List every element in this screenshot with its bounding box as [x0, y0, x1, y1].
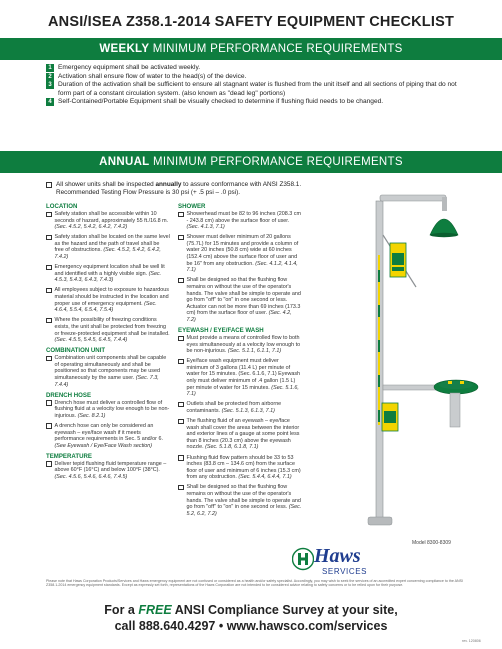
checkbox[interactable]: [46, 423, 52, 429]
checkbox[interactable]: [46, 265, 52, 271]
weekly-text: Duration of the activation shall be sufficient to ensure all stagnant water is flushed from the unit itself and all sections of piping that do not form part of a constant circulation system. (also known as "dead leg" portions): [58, 81, 457, 97]
checkbox[interactable]: [178, 402, 184, 408]
checklist-item-reference: (Sec. 4.6.4, 5.5.4, 6.5.4, 7.5.4): [54, 300, 157, 314]
checkbox[interactable]: [178, 485, 184, 491]
checklist-item-text: [187, 211, 303, 231]
checklist-item-body: Shower must deliver minimum of 20 gallons (75.7L) for 15 minutes and provide a column of water 20 inches (50.8 cm) wide at 60 inches (152.4 cm) above the surface floor of user and be 16" from any obstruction.: [186, 234, 299, 267]
weekly-text: Self-Contained/Portable Equipment shall be visually checked to determine if flushing fluid needs to be changed.: [58, 98, 384, 106]
checklist-item-text: [55, 234, 171, 260]
checkbox[interactable]: [178, 455, 184, 461]
checklist-item-reference: (Sec. 5.1.8, 6.1.8, 7.1): [205, 444, 259, 451]
checklist-item-reference: (Sec. 4.5.3, 5.4.3, 6.4.3, 7.4.3): [54, 270, 162, 284]
weekly-item: [46, 64, 466, 72]
checklist-item-body: The flushing fluid of an eyewash – eye/face wash shall cover the areas between the interior and exterior lines of a gauge at some point less than 8 inches (20.3 cm) above the eyewash nozzle.: [186, 418, 300, 451]
checklist-item-reference: (Sec. 4.5.6, 5.4.6, 6.4.6, 7.4.5): [54, 474, 128, 480]
checklist-item-body: Outlets shall be protected from airborne contaminants.: [186, 401, 282, 414]
checklist-item: [178, 418, 302, 451]
safety-station-icon: [298, 175, 488, 545]
weekly-text: Activation shall ensure flow of water to the head(s) of the device.: [58, 72, 247, 80]
weekly-list: [46, 64, 466, 107]
checklist-item-body: Where the possibility of freezing conditions exists, the unit shall be protected from freezing or freeze-protected equipment shall be installed.: [54, 317, 170, 337]
revision-number: rev. 120806: [462, 639, 481, 643]
checklist-item-reference: (See Eyewash / Eye/Face Wash section): [54, 442, 153, 449]
checklist-item: [178, 401, 302, 414]
checklist-item: [178, 455, 302, 481]
checklist-item: [178, 358, 302, 398]
page-title: ANSI/ISEA Z358.1-2014 SAFETY EQUIPMENT CHECKLIST: [47, 14, 455, 30]
checkbox[interactable]: [178, 278, 184, 284]
checklist-item: [46, 211, 170, 231]
checklist-item-text: [187, 455, 303, 481]
annual-band-rest: MINIMUM PERFORMANCE REQUIREMENTS: [149, 156, 403, 168]
checklist-item: [46, 423, 170, 449]
weekly-band-rest: MINIMUM PERFORMANCE REQUIREMENTS: [149, 43, 403, 55]
checklist-item: [46, 400, 170, 420]
checklist-item-reference: (Sec. 8.2.1): [77, 412, 106, 419]
checkbox[interactable]: [46, 356, 52, 362]
checklist-item-body: Safety station shall be located on the same level as the hazard and the path of travel shall be free of obstructions.: [54, 234, 170, 254]
weekly-number: 1: [46, 64, 54, 72]
checklist-item-text: [187, 277, 303, 323]
footer-post: ANSI Compliance Survey at your site,: [171, 603, 398, 617]
intro-post: to assure conformance with ANSI Z358.1. Recommended Testing Flow Pressure is 30 psi (+ .5 psi – .0 psi).: [56, 181, 302, 196]
section-heading: EYEWASH / EYE/FACE WASH: [178, 327, 264, 334]
checklist-item: [46, 317, 170, 343]
checklist-item-body: A drench hose can only be considered an eyewash – eye/face wash if it meets performance requirements in Sec. 5 and/or 6.: [54, 422, 163, 443]
checkbox[interactable]: [46, 182, 52, 188]
checklist-item: [46, 234, 170, 260]
checklist-item-body: Shall be designed so that the flushing flow remains on without the use of the operator's hands. The valve shall be simple to operate and go from "off" to "on" in one second or less. Actuator can not be more than 69 inches (173.3 cm) from the surface floor of user.: [186, 277, 301, 317]
checkbox[interactable]: [46, 400, 52, 406]
checklist-item: [178, 484, 302, 517]
haws-h-logo-icon: [292, 547, 314, 571]
checklist-item-reference: (Sec. 4.2, 7.2): [186, 310, 292, 323]
checklist-item-text: [187, 358, 303, 398]
checklist-item-text: [55, 317, 171, 343]
checklist-item: [46, 461, 170, 481]
checklist-item: [46, 264, 170, 284]
checklist-item-reference: (Sec. 7.3, 7.4.4): [54, 374, 159, 388]
checklist-item-text: [187, 418, 303, 451]
checklist-item-text: [55, 211, 171, 231]
checkbox[interactable]: [46, 461, 52, 467]
checkbox[interactable]: [46, 212, 52, 218]
section-heading: DRENCH HOSE: [46, 391, 92, 399]
section-heading: TEMPERATURE: [46, 452, 92, 460]
checklist-item-text: [187, 401, 303, 414]
section-heading: SHOWER: [178, 203, 206, 210]
checkbox[interactable]: [46, 288, 52, 294]
annual-band: [0, 151, 502, 173]
checkbox[interactable]: [178, 359, 184, 365]
checklist-item-body: Deliver tepid flushing fluid temperature range – above 60°F (16°C) and below 100°F (38°C).: [54, 460, 167, 474]
checklist-item-reference: (Sec. 4.5.5, 5.4.5, 6.4.5, 7.4.4): [54, 337, 128, 344]
weekly-item: [46, 98, 466, 106]
weekly-item: [46, 73, 466, 81]
checkbox[interactable]: [178, 419, 184, 425]
checklist-item-body: Flushing fluid flow pattern should be 33 to 53 inches (83.8 cm – 134.6 cm) from the surface floor of user and minimum of 6 inches (15.3 cm) from any obstruction.: [186, 454, 301, 481]
model-number: Model 8300-8309: [412, 540, 451, 546]
checklist-item-body: Shall be designed so that the flushing flow remains on without the use of the operator's hands. The valve shall be simple to operate and go from "off" to "on" in one second or less.: [186, 484, 301, 511]
checkbox[interactable]: [178, 235, 184, 241]
weekly-band-bold: WEEKLY: [99, 43, 150, 55]
checklist-item-text: [55, 287, 171, 313]
section-heading: LOCATION: [46, 203, 78, 210]
checklist-item-reference: (Sec. 5.4.4, 6.4.4, 7.1): [238, 474, 292, 481]
middle-checklist-column: [178, 201, 302, 521]
checklist-item-reference: (Sec. 5.1.6, 7.1): [186, 384, 299, 398]
checklist-item-reference: (Sec. 5.1.1, 6.1.1, 7.1): [227, 348, 282, 355]
checklist-item: [46, 355, 170, 388]
checklist-item-text: [55, 264, 171, 284]
footer-pre: For a: [104, 603, 139, 617]
checklist-item-text: [187, 484, 303, 517]
checklist-item-text: [55, 461, 171, 481]
checklist-item-body: Safety station shall be accessible within 10 seconds of hazard, approximately 55 ft./16.8 m.: [54, 211, 169, 224]
checkbox[interactable]: [178, 212, 184, 218]
checkbox[interactable]: [178, 336, 184, 342]
checklist-item-text: [55, 355, 171, 388]
logo-wordmark: Haws: [314, 545, 361, 567]
footer-free: FREE: [138, 603, 172, 617]
weekly-number: 2: [46, 73, 54, 81]
intro-bold: annually: [155, 181, 182, 188]
weekly-number: 3: [46, 81, 54, 89]
checklist-item: [178, 234, 302, 274]
haws-logo: [292, 547, 372, 575]
checklist-item-reference: (Sec. 5.2, 6.2, 7.2): [186, 504, 302, 517]
checklist-item-reference: (Sec. 4.5.2, 5.4.2, 6.4.2, 7.4.2): [54, 224, 128, 231]
weekly-number: 4: [46, 98, 54, 106]
checklist-item: [46, 287, 170, 313]
checklist-item-body: Eye/face wash equipment must deliver minimum of 3 gallons (11.4 L) per minute of water for 15 minutes. (Sec. 6.1.6, 7.1) Eyewash only must deliver minimum of .4 gallon (1.5 L) per minute of water for 15 minutes.: [186, 358, 301, 391]
weekly-band: [0, 38, 502, 60]
section-heading: COMBINATION UNIT: [46, 347, 106, 355]
checklist-item-body: Drench hose must deliver a controlled flow of flushing fluid at a velocity low enough to be non-injurious.: [54, 399, 170, 419]
checklist-item-body: Emergency equipment location shall be well lit and identified with a highly visible sign.: [54, 264, 165, 277]
checklist-item-reference: (Sec. 4.5.2, 5.4.2, 6.4.2, 7.4.2): [54, 247, 161, 261]
checkbox[interactable]: [46, 235, 52, 241]
checklist-item-body: Showerhead must be 82 to 96 inches (208.3 cm - 243.8 cm) above the surface floor of user.: [186, 211, 301, 224]
checklist-item-reference: (Sec. 4.1.2, 4.1.4, 7.1): [186, 260, 298, 274]
checklist-item-text: [187, 234, 303, 274]
checklist-item: [178, 277, 302, 323]
intro-pre: All shower units shall be inspected: [56, 181, 156, 188]
checklist-item-text: [55, 423, 171, 449]
checklist-item-text: [55, 400, 171, 420]
weekly-text: Emergency equipment shall be activated weekly.: [58, 64, 201, 71]
checklist-item-body: All employees subject to exposure to hazardous material should be instructed in the location and proper use of emergency equipment.: [54, 287, 169, 307]
fine-print: Please note that Haws Corporation Products/Services and Haws emergency equipment are not confused or considered as a health and/or safety specialist. Accordingly, you may wish to seek the services of an accredited expert concerning compliance to the ANSI Z358.1-2014 emergency equipment standards. Except as expressly set forth, representations of the Haws Corporation are not intended to be considered advice relating to safety concerns or to be relied upon for their purpose.: [46, 579, 464, 588]
checklist-item-reference: (Sec. 4.1.3, 7.1): [186, 224, 225, 231]
weekly-item: [46, 81, 466, 97]
checklist-item: [178, 335, 302, 355]
checklist-item-body: Must provide a means of controlled flow to both eyes simultaneously at a velocity low enough to be non-injurious.: [186, 335, 301, 355]
left-checklist-column: [46, 201, 170, 484]
footer-line-1: [0, 603, 502, 617]
checklist-item-body: Combination unit components shall be capable of operating simultaneously and shall be positioned so that components may be used simultaneously by the same user.: [54, 355, 167, 381]
checklist-item-text: [187, 335, 303, 355]
checkbox[interactable]: [46, 318, 52, 324]
logo-subtitle: SERVICES: [322, 567, 368, 576]
footer-line-2[interactable]: call 888.640.4297 • www.hawsco.com/services: [114, 619, 388, 633]
checklist-item: [178, 211, 302, 231]
checklist-item-reference: (Sec. 5.1.3, 6.1.3, 7.1): [221, 407, 275, 414]
annual-band-bold: ANNUAL: [99, 156, 150, 168]
